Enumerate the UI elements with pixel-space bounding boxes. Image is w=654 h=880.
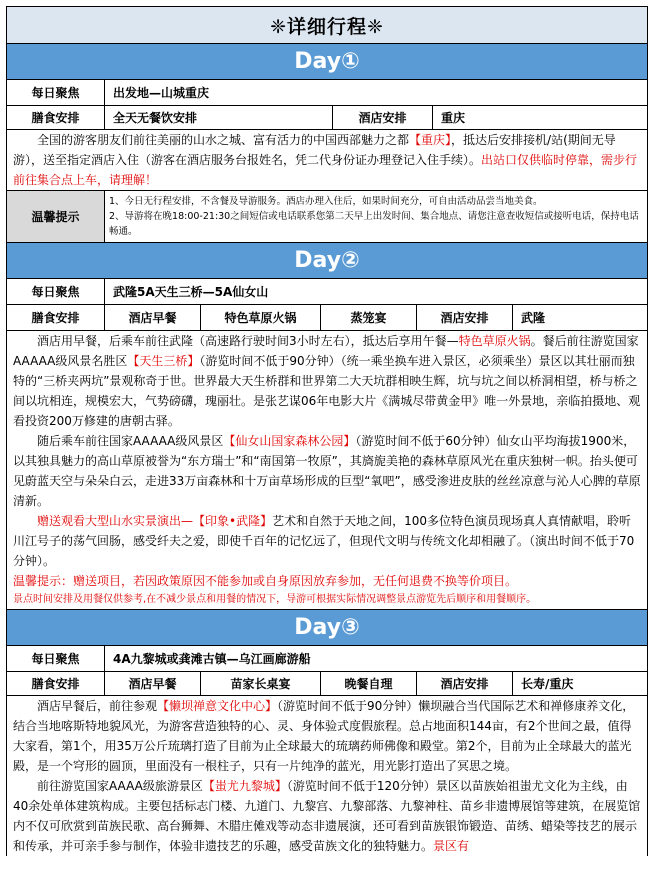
tip-item-2: 2、导游将在晚18:00-21:30之间短信或电话联系您第二天早上出发时间、集合地点、请您注意查收短信或接听电话，保持电话畅通。 (109, 211, 639, 237)
day1-description (7, 130, 647, 191)
day3-spot-1: 【懒坝禅意文化中心】 (157, 699, 278, 713)
day3-spot-2: 【蚩尤九黎城】 (202, 779, 287, 793)
day1-focus: 出发地—山城重庆 (113, 86, 210, 100)
focus-label: 每日聚焦 (7, 80, 105, 105)
day3-header: Day③ (7, 610, 647, 646)
day2-note: 景点时间安排及用餐仅供参考,在不减少景点和用餐的情况下，导游可根据实际情况调整景点游览先后顺序和用餐顺序。 (7, 591, 647, 610)
day3-breakfast: 酒店早餐 (105, 672, 201, 695)
day1-text-2: ，抵达后安排接机/站(期间无导游），送至指定酒店入住（游客在酒店服务台报姓名，凭二代身份证办理登记入住手续）。 (13, 133, 616, 167)
focus-label: 每日聚焦 (7, 646, 105, 671)
meals-label: 膳食安排 (7, 305, 105, 330)
day2-focus-row (7, 279, 647, 305)
day1-text: 全国的游客朋友们前往美丽的山水之城、富有活力的中国西部魅力之都 (37, 133, 410, 147)
day2-text-3: （游览时间不低于90分钟）（统一乘坐换车进入景区，必须乘坐）景区以其壮丽而独特的“三桥夹两坑”景观称奇于世。世界最大天生桥群和世界第二大天坑群相映生辉，坑与坑之间以桥洞相望，桥与桥之间以坑相连，规模宏大，气势磅礴，瑰丽壮。是张艺谋06年电影大片《满城尽带黄金甲》唯一外景地，亲临拍摄地、观看投资200万修建的唐朝古驿。 (13, 354, 641, 428)
day2-text-2: 。餐后前往游览国家AAAAA级风景名胜区 (13, 334, 639, 368)
hotel-label: 酒店安排 (417, 305, 513, 330)
day2-show: 赠送观看大型山水实景演出—【印象•武隆】 (37, 514, 273, 528)
day1-hotel: 重庆 (441, 111, 466, 125)
day1-warning: 出站口仅供临时停靠，需步行前往集合点上车，请理解！ (13, 153, 638, 187)
day2-lunch-hl: 特色草原火锅 (458, 334, 531, 348)
day2-header: Day② (7, 243, 647, 279)
meals-label: 膳食安排 (7, 106, 105, 129)
itinerary-table (6, 6, 648, 856)
day2-text: 酒店用早餐，后乘车前往武隆（高速路行驶时间3小时左右），抵达后享用午餐— (37, 334, 459, 348)
day2-lunch: 特色草原火锅 (201, 305, 321, 330)
day1-focus-row (7, 80, 647, 106)
day2-text-4: 随后乘车前往国家AAAAA级风景区 (37, 434, 224, 448)
day3-text-5: 景区有 (433, 839, 470, 853)
page-title: ❈详细行程❈ (7, 6, 647, 44)
day2-spot-2: 【仙女山国家森林公园】 (223, 434, 356, 448)
tip-content (105, 191, 647, 242)
day3-text-2: （游览时间不低于90分钟）懒坝融合当代国际艺术和禅修康养文化，结合当地喀斯特地貌风光，为游客营造独特的心、灵、身体验式度假旅程。总占地面积144亩，有2个世间之最，值得大家看，第1个，用35万公斤琉璃打造了目前为止全球最大的琉璃药师佛像和殿堂。第2个，目前为止全球最大的蓝光殿，是一个穹形的圆顶，里面没有一根柱子，只有一片纯净的蓝光，用光影打造出了冥思之境。 (13, 699, 635, 773)
day2-warm-tip: 温馨提示：赠送项目，若因政策原因不能参加或自身原因放弃参加，无任何退费不换等价项目。 (13, 574, 518, 588)
day3-focus: 4A九黎城或龚滩古镇—乌江画廊游船 (113, 652, 311, 666)
meals-label: 膳食安排 (7, 672, 105, 695)
day2-text-5: （游览时间不低于60分钟）仙女山平均海拔1900米，以其独具魅力的高山草原被誉为“东方瑞士”和“南国第一牧原”，其旖旎美艳的森林草原风光在重庆独树一帜。抬头便可见蔚蓝天空与朵朵白云，走进33万亩森林和十万亩草场形成的巨型“氧吧”，感受渗进皮肤的丝丝凉意与沁人心脾的草原清新。 (13, 434, 641, 508)
day3-text-4: （游览时间不低于120分钟）景区以苗族始祖蚩尤文化为主线，由40余处单体建筑构成。主要包括标志门楼、九道门、九黎宫、九黎部落、九黎神柱、苗乡非遗博展馆等建筑，在展览馆内不仅可欣赏到苗族民歌、高台狮舞、木腊庄傩戏等动态非遗展演，还可看到苗族银饰锻造、苗绣、蜡染等技艺的展示和传承，并可亲手参与制作，体验非遗技艺的乐趣，感受苗族文化的独特魅力。 (13, 779, 641, 853)
day3-description (7, 696, 647, 856)
hotel-label: 酒店安排 (333, 106, 433, 129)
day2-breakfast: 酒店早餐 (105, 305, 201, 330)
hotel-label: 酒店安排 (417, 672, 513, 695)
tip-item-1: 1、今日无行程安排，不含餐及导游服务。酒店办理入住后，如果时间充分，可自由活动品尝当地美食。 (109, 196, 543, 207)
day1-meals-row (7, 106, 647, 130)
day2-hotel: 武隆 (521, 311, 546, 325)
day1-dest: 【重庆】 (409, 133, 452, 147)
day3-hotel: 长寿/重庆 (521, 677, 574, 691)
day3-text-3: 前往游览国家AAAA级旅游景区 (37, 779, 203, 793)
day3-lunch: 苗家长桌宴 (201, 672, 321, 695)
day3-focus-row (7, 646, 647, 672)
day1-header: Day① (7, 44, 647, 80)
day2-dinner: 蒸笼宴 (321, 305, 417, 330)
day3-dinner: 晚餐自理 (321, 672, 417, 695)
tip-label: 温馨提示 (7, 191, 105, 242)
day2-text-6: 艺术和自然于天地之间，100多位特色演员现场真人真情献唱，聆听川江号子的荡气回肠，感受纤夫之爱，即使千百年的记忆远了，但现代文明与传统文化却相融了。（演出时间不低于70分钟）。 (13, 514, 635, 568)
day2-meals-row (7, 305, 647, 331)
day2-spot-1: 【天生三桥】 (127, 354, 200, 368)
focus-label: 每日聚焦 (7, 279, 105, 304)
day1-meals: 全天无餐饮安排 (105, 106, 333, 129)
day2-description (7, 331, 647, 591)
day1-tip-row (7, 191, 647, 243)
day3-text: 酒店早餐后，前往参观 (37, 699, 158, 713)
day2-focus: 武隆5A天生三桥—5A仙女山 (113, 285, 269, 299)
day3-meals-row (7, 672, 647, 696)
